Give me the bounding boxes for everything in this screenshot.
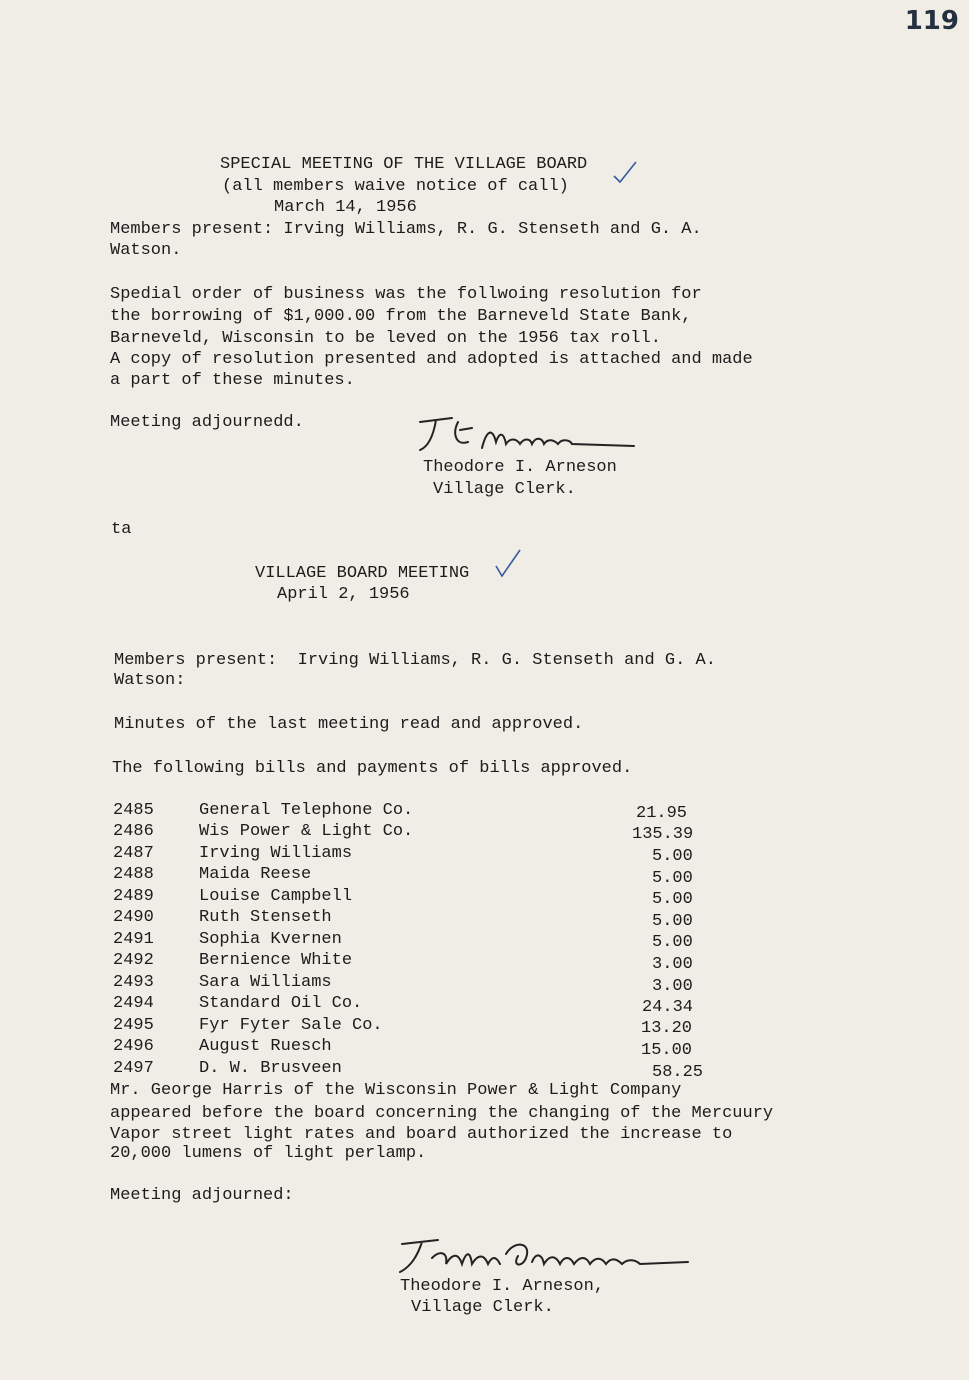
meeting2-date: April 2, 1956	[277, 585, 410, 604]
bill-amount: 58.25	[652, 1063, 704, 1082]
harris-line: Vapor street light rates and board authorized the increase to	[110, 1125, 733, 1144]
bill-amount: 21.95	[636, 804, 688, 823]
bill-number: 2487	[113, 844, 154, 863]
checkmark-icon	[612, 160, 638, 184]
bill-payee: Wis Power & Light Co.	[199, 822, 414, 841]
meeting1-members-line2: Watson.	[110, 241, 182, 260]
meeting1-body-line: Barneveld, Wisconsin to be leved on the 1956 tax roll.	[110, 329, 661, 348]
bill-amount: 5.00	[652, 912, 693, 931]
bill-number: 2485	[113, 801, 154, 820]
meeting1-adjourned: Meeting adjournedd.	[110, 413, 304, 432]
bill-payee: Fyr Fyter Sale Co.	[199, 1016, 383, 1035]
meeting2-members-line2: Watson:	[114, 671, 186, 690]
meeting1-clerk-name: Theodore I. Arneson	[423, 458, 617, 477]
bill-number: 2492	[113, 951, 154, 970]
bill-amount: 5.00	[652, 869, 693, 888]
checkmark-icon	[494, 548, 522, 580]
bill-payee: Bernience White	[199, 951, 353, 970]
meeting2-title: VILLAGE BOARD MEETING	[255, 564, 470, 583]
meeting1-notice: (all members waive notice of call)	[222, 177, 569, 196]
bill-number: 2490	[113, 908, 154, 927]
signature-2	[396, 1232, 696, 1278]
meeting2-adjourned: Meeting adjourned:	[110, 1186, 294, 1205]
bill-payee: Ruth Stenseth	[199, 908, 332, 927]
bill-payee: Maida Reese	[199, 865, 312, 884]
bill-amount: 13.20	[641, 1019, 693, 1038]
initials: ta	[111, 520, 132, 539]
meeting1-members-line1: Members present: Irving Williams, R. G. Stenseth and G. A.	[110, 220, 702, 239]
meeting2-clerk-name: Theodore I. Arneson,	[400, 1277, 605, 1296]
bill-number: 2486	[113, 822, 154, 841]
bill-payee: Irving Williams	[199, 844, 353, 863]
page-number: 119	[904, 6, 959, 36]
bill-amount: 24.34	[642, 998, 694, 1017]
meeting1-title: SPECIAL MEETING OF THE VILLAGE BOARD	[220, 155, 588, 174]
meeting1-clerk-title: Village Clerk.	[433, 480, 576, 499]
meeting2-bills-intro: The following bills and payments of bills approved.	[112, 759, 633, 778]
bill-number: 2495	[113, 1016, 154, 1035]
bill-number: 2493	[113, 973, 154, 992]
meeting1-body-line: A copy of resolution presented and adopted is attached and made	[110, 350, 753, 369]
bill-amount: 5.00	[652, 847, 693, 866]
bill-number: 2489	[113, 887, 154, 906]
bill-amount: 5.00	[652, 933, 693, 952]
bill-payee: Sophia Kvernen	[199, 930, 342, 949]
bill-payee: General Telephone Co.	[199, 801, 414, 820]
harris-line: appeared before the board concerning the changing of the Mercuury	[110, 1104, 774, 1123]
bill-number: 2488	[113, 865, 154, 884]
meeting2-members-line1: Members present: Irving Williams, R. G. Stenseth and G. A.	[114, 651, 716, 670]
bill-payee: D. W. Brusveen	[199, 1059, 342, 1078]
meeting2-clerk-title: Village Clerk.	[411, 1298, 554, 1317]
bill-number: 2496	[113, 1037, 154, 1056]
meeting1-body-line: Spedial order of business was the follwoing resolution for	[110, 285, 702, 304]
meeting1-body-line: the borrowing of $1,000.00 from the Barneveld State Bank,	[110, 307, 692, 326]
bill-amount: 5.00	[652, 890, 693, 909]
bill-amount: 15.00	[641, 1041, 693, 1060]
bill-number: 2497	[113, 1059, 154, 1078]
bill-amount: 135.39	[632, 825, 694, 844]
bill-payee: Louise Campbell	[199, 887, 353, 906]
bill-amount: 3.00	[652, 977, 693, 996]
meeting1-body-line: a part of these minutes.	[110, 371, 355, 390]
bill-payee: Standard Oil Co.	[199, 994, 363, 1013]
meeting1-date: March 14, 1956	[274, 198, 417, 217]
signature-1	[412, 412, 642, 456]
bill-number: 2494	[113, 994, 154, 1013]
bill-payee: August Ruesch	[199, 1037, 332, 1056]
meeting2-minutes: Minutes of the last meeting read and approved.	[114, 715, 584, 734]
harris-line: 20,000 lumens of light perlamp.	[110, 1144, 427, 1163]
bill-amount: 3.00	[652, 955, 693, 974]
harris-line: Mr. George Harris of the Wisconsin Power & Light Company	[110, 1081, 682, 1100]
bill-payee: Sara Williams	[199, 973, 332, 992]
bill-number: 2491	[113, 930, 154, 949]
